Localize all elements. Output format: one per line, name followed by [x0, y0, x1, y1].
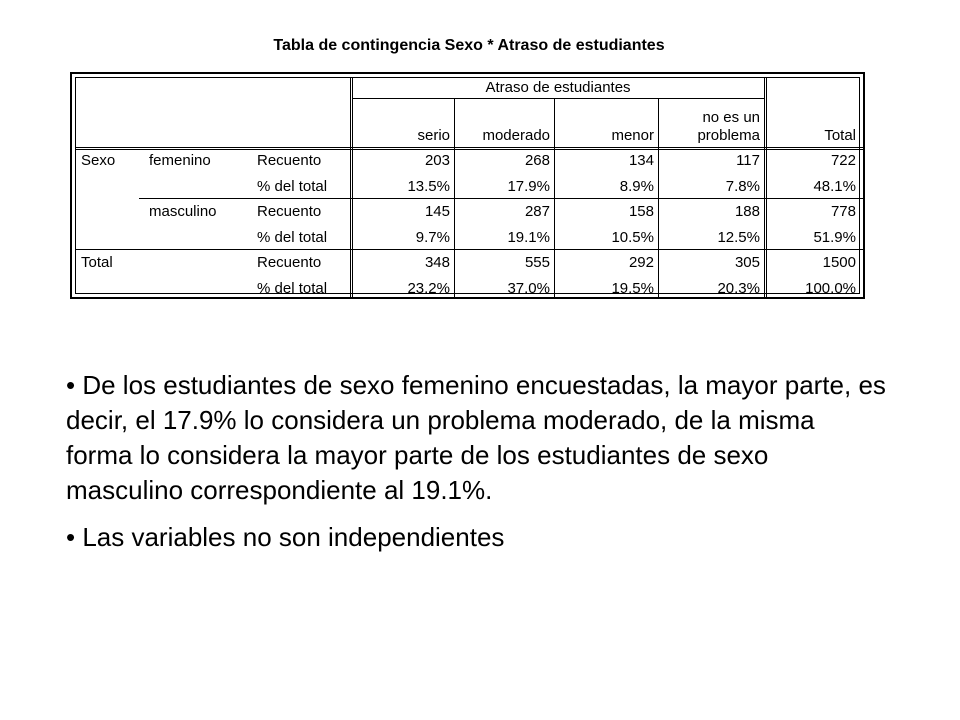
value-cell: 117	[736, 152, 760, 169]
value-cell: 1500	[822, 254, 856, 271]
value-cell: 778	[830, 203, 856, 220]
value-cell: 158	[628, 203, 654, 220]
col-header-total: Total	[824, 127, 856, 144]
divider	[76, 249, 863, 250]
divider	[139, 198, 863, 199]
value-cell: 287	[524, 203, 550, 220]
value-cell: 48.1%	[813, 178, 856, 195]
value-cell: 305	[734, 254, 760, 271]
value-cell: 19.1%	[507, 229, 550, 246]
value-cell: 19.5%	[611, 280, 654, 297]
value-cell: 7.8%	[725, 178, 760, 195]
stat-label: % del total	[257, 229, 328, 246]
value-cell: 555	[524, 254, 550, 271]
value-cell: 51.9%	[813, 229, 856, 246]
value-cell: 188	[734, 203, 760, 220]
total-label: Total	[81, 254, 113, 271]
bullet-item: • De los estudiantes de sexo femenino encuestadas, la mayor parte, es decir, el 17.9% lo considera un problema moderado, de la misma forma lo considera la mayor parte de los estudiantes de sexo masculino correspondiente al 19.1%.	[66, 370, 886, 505]
col-header-moderado: moderado	[482, 127, 550, 144]
group-label-femenino: femenino	[149, 152, 211, 169]
value-cell: 268	[524, 152, 550, 169]
value-cell: 134	[628, 152, 654, 169]
value-cell: 10.5%	[611, 229, 654, 246]
row-var-label: Sexo	[81, 152, 116, 169]
table-title: Tabla de contingencia Sexo * Atraso de estudiantes	[273, 37, 665, 54]
col-header-serio: serio	[417, 127, 450, 144]
col-header-no-problema-2: problema	[697, 127, 760, 144]
group-label-masculino: masculino	[149, 203, 217, 220]
divider	[352, 98, 765, 99]
stat-label: % del total	[257, 178, 328, 195]
stat-label: Recuento	[257, 152, 322, 169]
value-cell: 8.9%	[619, 178, 654, 195]
value-cell: 348	[424, 254, 450, 271]
bullet-list	[66, 368, 886, 567]
value-cell: 292	[628, 254, 654, 271]
divider	[76, 147, 863, 150]
value-cell: 203	[424, 152, 450, 169]
col-header-no-problema-1: no es un	[702, 109, 760, 126]
value-cell: 17.9%	[507, 178, 550, 195]
value-cell: 9.7%	[415, 229, 450, 246]
divider	[764, 78, 767, 297]
stat-label: Recuento	[257, 254, 322, 271]
value-cell: 145	[424, 203, 450, 220]
value-cell: 100.0%	[805, 280, 856, 297]
value-cell: 23.2%	[407, 280, 450, 297]
value-cell: 37.0%	[507, 280, 550, 297]
bullet-item: • Las variables no son independientes	[66, 522, 505, 552]
value-cell: 722	[830, 152, 856, 169]
stat-label: % del total	[257, 280, 328, 297]
value-cell: 12.5%	[717, 229, 760, 246]
value-cell: 20.3%	[717, 280, 760, 297]
stat-label: Recuento	[257, 203, 322, 220]
col-header-menor: menor	[611, 127, 654, 144]
value-cell: 13.5%	[407, 178, 450, 195]
group-header: Atraso de estudiantes	[485, 79, 631, 96]
contingency-table	[70, 72, 865, 299]
table-grid	[75, 77, 860, 297]
